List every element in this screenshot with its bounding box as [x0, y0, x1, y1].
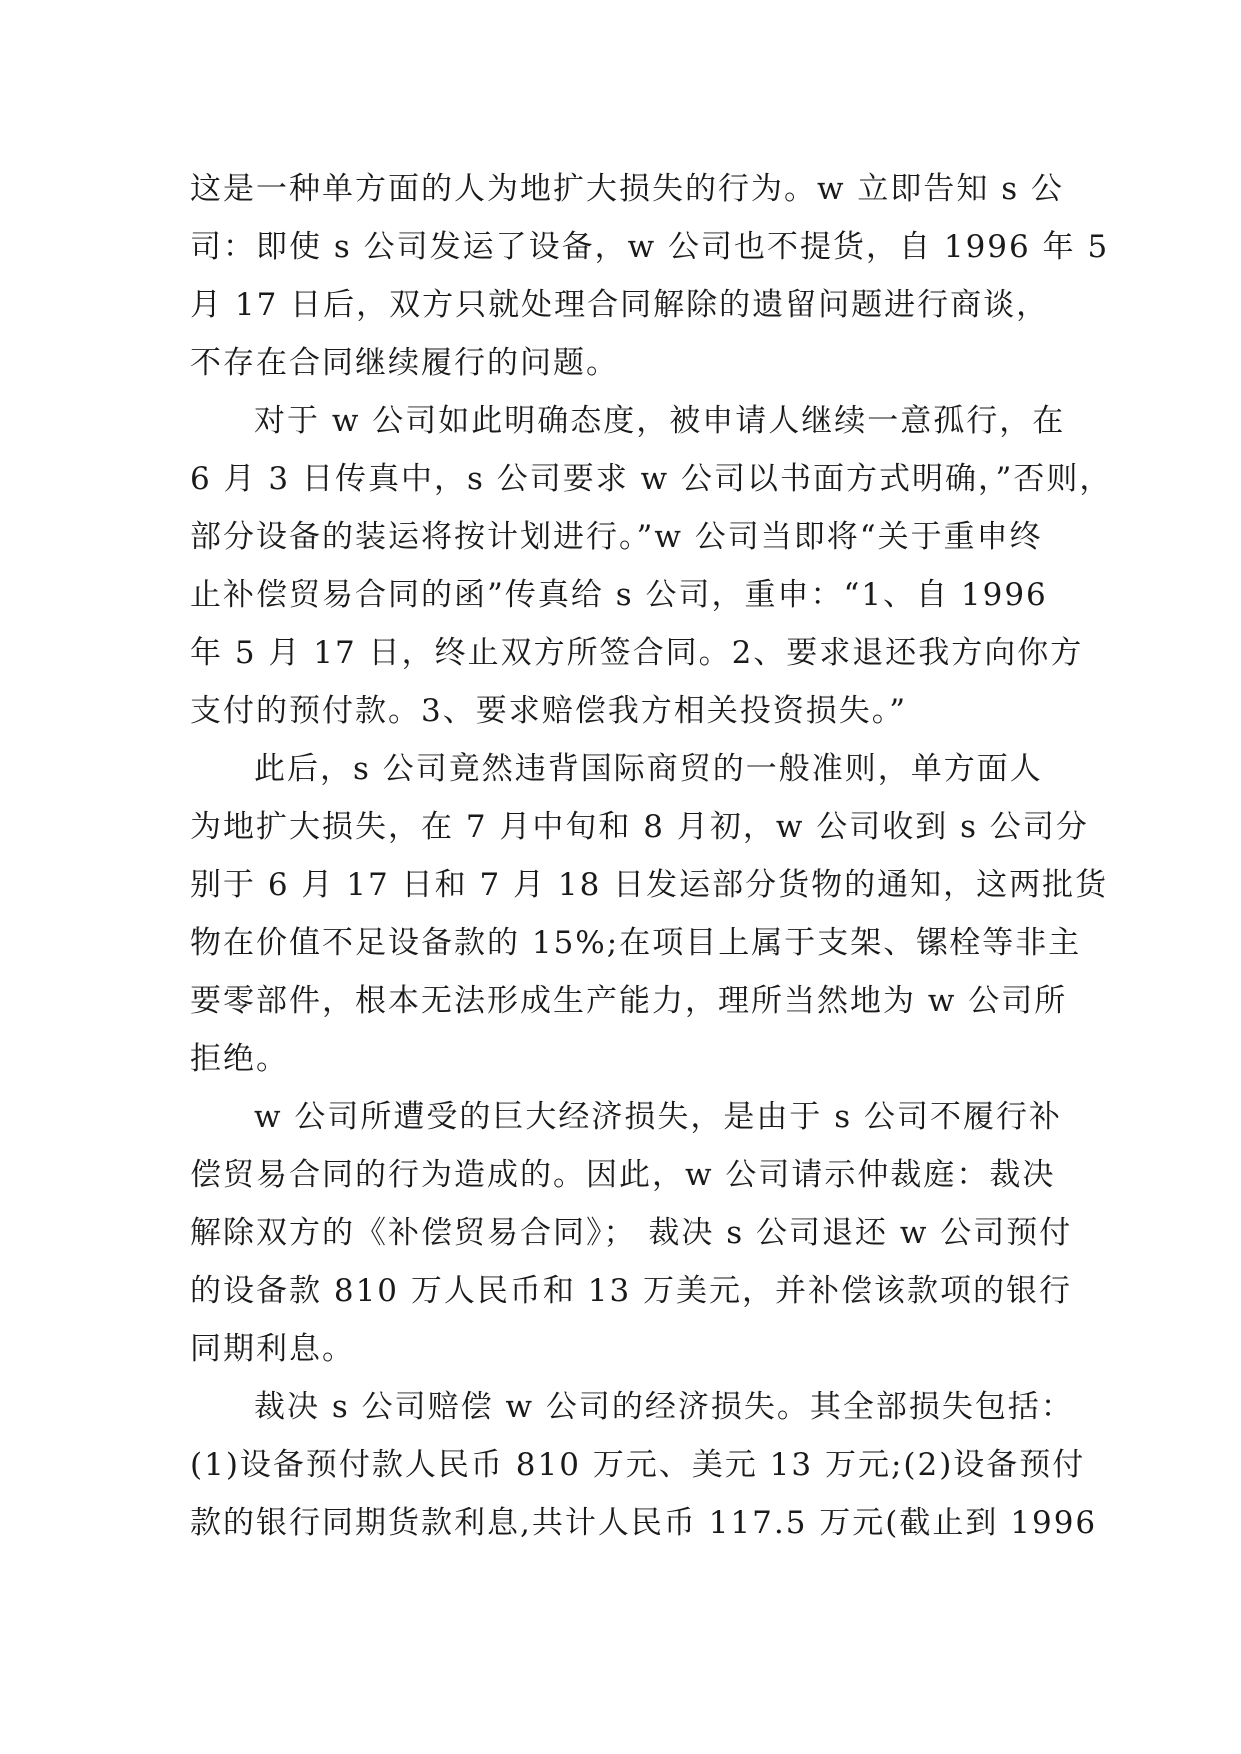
text-line: 同期利息。 [190, 1331, 355, 1367]
paragraph-4 [190, 1088, 1073, 1378]
text-line: 支付的预付款。3、要求赔偿我方相关投资损失。” [190, 693, 908, 729]
paragraph-3 [190, 740, 1109, 1088]
paragraph-1 [190, 160, 1110, 392]
text-line: 款的银行同期货款利息,共计人民币 117.5 万元(截止到 1996 [190, 1505, 1098, 1541]
text-line: 裁决 s 公司赔偿 w 公司的经济损失。其全部损失包括： [254, 1389, 1074, 1425]
paragraph-2 [190, 392, 1113, 740]
text-line: 物在价值不足设备款的 15%;在项目上属于支架、镙栓等非主 [190, 925, 1082, 961]
text-line: 为地扩大损失，在 7 月中旬和 8 月初，w 公司收到 s 公司分 [190, 809, 1089, 845]
text-line: 要零部件，根本无法形成生产能力，理所当然地为 w 公司所 [190, 983, 1068, 1019]
text-line: 的设备款 810 万人民币和 13 万美元，并补偿该款项的银行 [190, 1273, 1073, 1309]
text-line: 月 17 日后，双方只就处理合同解除的遗留问题进行商谈， [190, 287, 1050, 323]
text-line: 此后，s 公司竟然违背国际商贸的一般准则，单方面人 [254, 751, 1043, 787]
text-line: 6 月 3 日传真中，s 公司要求 w 公司以书面方式明确，”否则， [190, 461, 1113, 497]
text-line: 止补偿贸易合同的函”传真给 s 公司，重申：“1、自 1996 [190, 577, 1048, 613]
document-body [190, 160, 1113, 1552]
text-line: 对于 w 公司如此明确态度，被申请人继续一意孤行，在 [254, 403, 1066, 439]
text-line: 部分设备的装运将按计划进行。”w 公司当即将“关于重申终 [190, 519, 1043, 555]
text-line: 拒绝。 [190, 1041, 289, 1077]
text-line: 年 5 月 17 日，终止双方所签合同。2、要求退还我方向你方 [190, 635, 1084, 671]
paragraph-5 [190, 1378, 1098, 1552]
text-line: 司：即使 s 公司发运了设备，w 公司也不提货，自 1996 年 5 [190, 229, 1110, 265]
text-line: 这是一种单方面的人为地扩大损失的行为。w 立即告知 s 公 [190, 171, 1065, 207]
text-line: 不存在合同继续履行的问题。 [190, 345, 619, 381]
text-line: (1)设备预付款人民币 810 万元、美元 13 万元;(2)设备预付 [190, 1447, 1086, 1483]
text-line: 别于 6 月 17 日和 7 月 18 日发运部分货物的通知，这两批货 [190, 867, 1109, 903]
text-line: 偿贸易合同的行为造成的。因此，w 公司请示仲裁庭：裁决 [190, 1157, 1056, 1193]
text-line: w 公司所遭受的巨大经济损失，是由于 s 公司不履行补 [254, 1099, 1063, 1135]
text-line: 解除双方的《补偿贸易合同》； 裁决 s 公司退还 w 公司预付 [190, 1215, 1073, 1251]
